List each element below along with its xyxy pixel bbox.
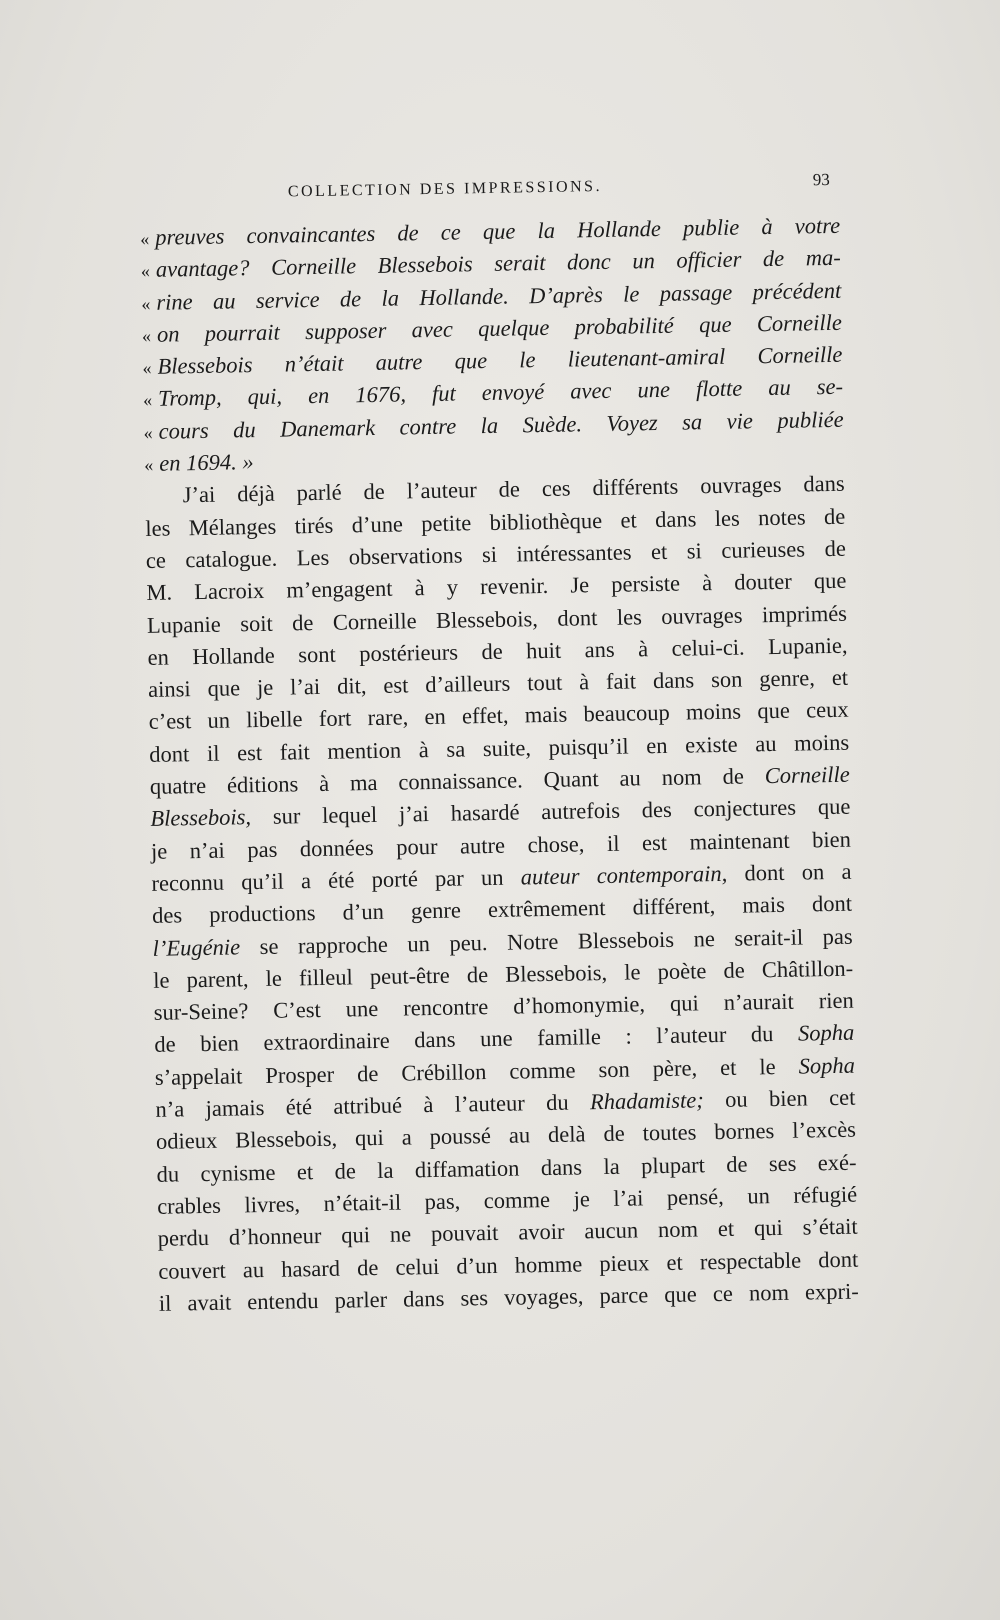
paragraph-line: du cynisme et de la diffamation dans la plupart de ses exé-: [156, 1149, 857, 1187]
paragraph-line: perdu d’honneur qui ne pouvait avoir aucun nom et qui s’était: [157, 1213, 858, 1252]
paragraph-line: ce catalogue. Les observations si intéressantes et si curieuses de: [145, 535, 847, 573]
paragraph-line: c’est un libelle fort rare, en effet, mais beaucoup moins que ceux: [148, 697, 849, 735]
paragraph-line: Lupanie soit de Corneille Blessebois, dont les ouvrages imprimés: [146, 600, 848, 638]
quote-line: « on pourrait supposer avec quelque probabilité que Corneille: [141, 309, 843, 347]
paragraph-line: les Mélanges tirés d’une petite bibliothèque et dans les notes de: [145, 503, 846, 541]
paragraph-line: J’ai déjà parlé de l’auteur de ces différents ouvrages dans: [182, 471, 845, 508]
paragraph-line: couvert au hasard de celui d’un homme pieux et respectable dont: [158, 1246, 859, 1284]
paragraph-line: s’appelait Prosper de Crébillon comme son père, et le Sopha: [154, 1052, 856, 1090]
paragraph-line: le parent, le filleul peut-être de Blessebois, le poète de Châtillon-: [153, 955, 854, 993]
main-paragraph: [145, 468, 860, 1320]
quote-mark: «: [140, 228, 150, 249]
quote-line: « Blessebois n’était autre que le lieutenant-amiral Corneille: [142, 341, 843, 379]
paragraph-line: crables livres, n’était-il pas, comme je l’ai pensé, un réfugié: [156, 1181, 858, 1219]
paragraph-line: des productions d’un genre extrêmement différent, mais dont: [151, 890, 853, 929]
quote-mark: «: [143, 422, 153, 443]
paragraph-line: en Hollande sont postérieurs de huit ans à celui-ci. Lupanie,: [147, 632, 848, 670]
paragraph-line: de bien extraordinaire dans une famille : l’auteur du Sopha: [154, 1020, 855, 1058]
quote-line: « Tromp, qui, en 1676, fut envoyé avec une flotte au se-: [142, 374, 844, 412]
paragraph-line: ainsi que je l’ai dit, est d’ailleurs tout à fait dans son genre, et: [147, 664, 849, 703]
quote-line: « rine au service de la Hollande. D’après le passage précédent: [141, 277, 842, 315]
quote-mark: «: [141, 325, 152, 346]
page-number: 93: [812, 169, 830, 190]
running-title: COLLECTION DES IMPRESSIONS.: [287, 177, 603, 201]
paragraph-line: sur-Seine? C’est une rencontre d’homonymie, qui n’aurait rien: [153, 987, 854, 1026]
quote-mark: «: [142, 358, 152, 379]
paragraph-line: l’Eugénie se rapproche un peu. Notre Blessebois ne serait-il pas: [152, 923, 853, 961]
paragraph-line: odieux Blessebois, qui a poussé au delà de toutes bornes l’excès: [155, 1116, 857, 1155]
paragraph-line: n’a jamais été attribué à l’auteur du Rhadamiste; ou bien cet: [155, 1084, 856, 1122]
quote-mark: «: [144, 454, 154, 476]
quote-line: « preuves convaincantes de ce que la Hollande publie à votre: [140, 212, 841, 250]
quote-mark: «: [140, 261, 151, 282]
paragraph-line: Blessebois, sur lequel j’ai hasardé autrefois des conjectures que: [150, 794, 851, 832]
paragraph-line: M. Lacroix m’engagent à y revenir. Je persiste à douter que: [146, 567, 847, 606]
quote-line: « cours du Danemark contre la Suède. Voyez sa vie publiée: [143, 406, 844, 444]
quoted-passage: [140, 210, 844, 481]
paragraph-line: reconnu qu’il a été porté par un auteur contemporain, dont on a: [151, 858, 852, 896]
body-text: [140, 210, 859, 1320]
paragraph-line: dont il est fait mention à sa suite, puisqu’il en existe au moins: [149, 729, 850, 767]
paragraph-line: il avait entendu parler dans ses voyages, parce que ce nom expri-: [158, 1278, 859, 1316]
quote-mark: «: [142, 390, 153, 411]
paragraph-line: je n’ai pas données pour autre chose, il est maintenant bien: [150, 826, 852, 864]
quote-line: « avantage? Corneille Blessebois serait donc un officier de ma-: [140, 245, 841, 283]
paragraph-line: quatre éditions à ma connaissance. Quant au nom de Corneille: [149, 761, 850, 799]
quote-mark: «: [141, 293, 151, 314]
page-header: [140, 169, 840, 216]
quote-line: « en 1694. »: [144, 449, 254, 476]
